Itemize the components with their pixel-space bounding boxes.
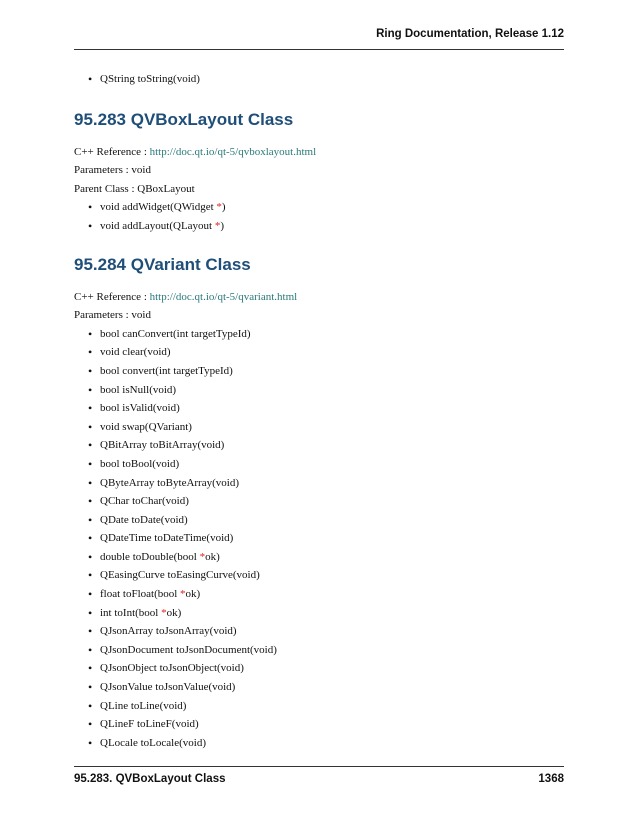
method-signature: QLineF toLineF(void) [100,718,199,731]
list-item [74,548,564,567]
list-item [74,474,564,493]
method-signature: QLocale toLocale(void) [100,736,206,749]
list-item [74,529,564,548]
method-signature: void swap(QVariant) [100,420,192,433]
header-divider [74,49,564,50]
list-item [74,492,564,511]
method-signature: QBitArray toBitArray(void) [100,439,225,452]
list-item [74,715,564,734]
list-item [74,622,564,641]
section-heading-qvariant: 95.284 QVariant Class [74,254,251,274]
method-signature-end: ok) [205,550,220,563]
top-method-list [74,70,564,89]
page-content [74,70,564,752]
pointer-asterisk: * [216,201,222,214]
pointer-asterisk: * [180,588,186,601]
list-item [74,418,564,437]
list-item [74,566,564,585]
cpp-reference [74,288,564,307]
list-item [74,585,564,604]
method-signature: QJsonDocument toJsonDocument(void) [100,643,277,656]
cpp-reference-link[interactable]: http://doc.qt.io/qt-5/qvariant.html [149,290,298,303]
parent-class-text: Parent Class : QBoxLayout [74,182,195,195]
method-signature: QByteArray toByteArray(void) [100,476,239,489]
method-signature: bool convert(int targetTypeId) [100,364,233,377]
method-signature: bool toBool(void) [100,457,180,470]
list-item [74,436,564,455]
method-signature: void clear(void) [100,346,171,359]
pointer-asterisk: * [199,550,206,563]
cpp-reference-label: C++ Reference : [74,145,150,158]
method-signature: double toDouble(bool [100,550,200,563]
list-item [74,511,564,530]
cpp-reference-label: C++ Reference : [74,290,150,303]
list-item [74,697,564,716]
list-item [74,659,564,678]
parameters-text: Parameters : void [74,309,151,322]
list-item [74,455,564,474]
running-footer [74,773,564,785]
method-signature: int toInt(bool [100,606,162,619]
list-item: • QString toString(void) [74,70,564,89]
page-number: 1368 [538,773,564,785]
section-heading-qvboxlayout: 95.283 QVBoxLayout Class [74,109,294,129]
method-signature: QEasingCurve toEasingCurve(void) [100,569,260,582]
pointer-asterisk: * [214,219,221,232]
method-signature: QJsonArray toJsonArray(void) [100,625,237,638]
method-signature: bool isValid(void) [100,402,180,415]
list-item [74,734,564,753]
method-signature: QJsonValue toJsonValue(void) [100,681,236,694]
method-signature: bool isNull(void) [100,383,177,396]
cpp-reference [74,143,564,162]
method-signature: QJsonObject toJsonObject(void) [100,662,244,675]
method-signature: QDate toDate(void) [100,513,188,526]
list-item [74,343,564,362]
method-signature: QLine toLine(void) [100,699,187,712]
running-header: Ring Documentation, Release 1.12 [376,28,564,40]
list-item [74,381,564,400]
method-signature: QChar toChar(void) [100,495,189,508]
list-item [74,604,564,623]
qvariant-method-list [74,325,564,753]
method-signature: float toFloat(bool [100,588,181,601]
qvboxlayout-method-list [74,198,564,235]
list-item [74,325,564,344]
method-signature-end: ok) [185,588,201,601]
list-item [74,678,564,697]
method-signature: QDateTime toDateTime(void) [100,532,234,545]
pointer-asterisk: * [161,606,167,619]
footer-divider [74,766,564,767]
method-signature: void addLayout(QLayout [100,219,215,232]
method-signature: bool canConvert(int targetTypeId) [100,327,251,340]
list-item [74,641,564,660]
parameters-text: Parameters : void [74,164,151,177]
method-signature-end: ) [220,219,225,232]
list-item [74,198,564,217]
method-signature-end: ) [221,201,226,214]
method-signature-end: ok) [166,606,182,619]
list-item [74,362,564,381]
method-signature: void addWidget(QWidget [100,201,217,214]
footer-section-title: 95.283. QVBoxLayout Class [74,773,226,785]
list-item [74,217,564,236]
list-item [74,399,564,418]
cpp-reference-link[interactable]: http://doc.qt.io/qt-5/qvboxlayout.html [149,145,317,158]
